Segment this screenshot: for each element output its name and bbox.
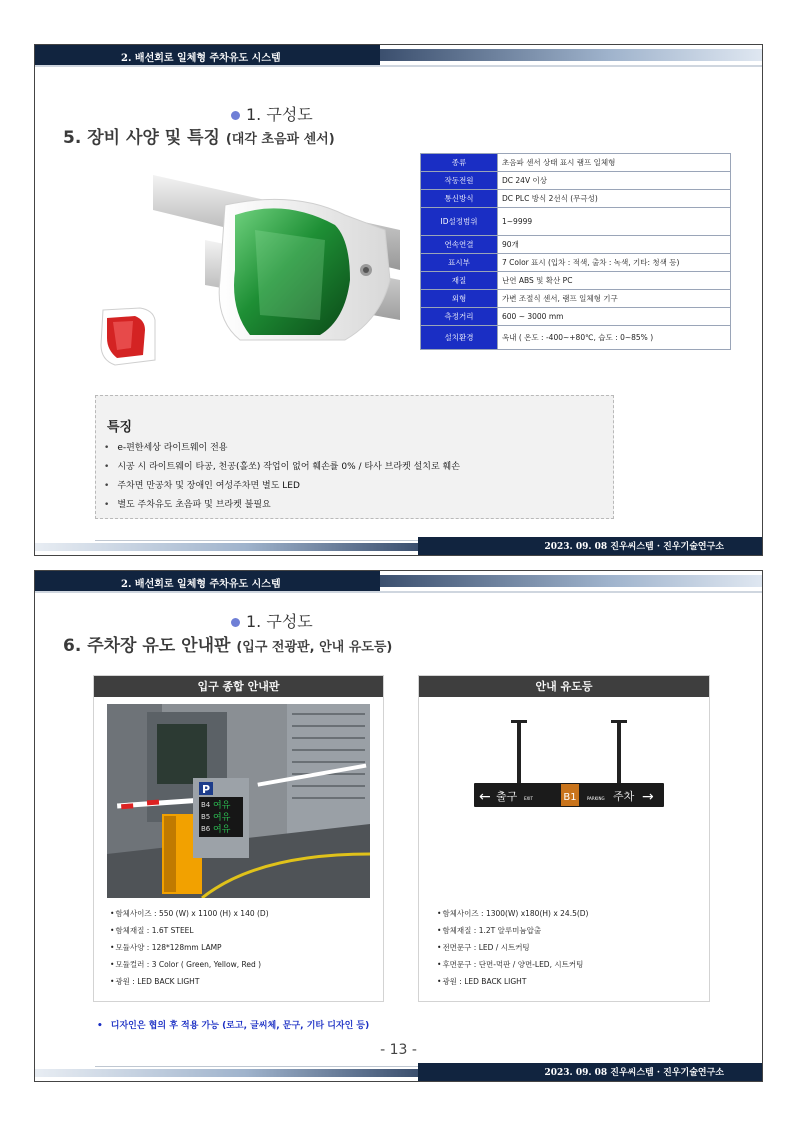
spec-line: • 모듈컬러 : 3 Color ( Green, Yellow, Red ) — [110, 959, 269, 976]
spec-row — [421, 172, 731, 190]
spec-key: 표시부 — [421, 254, 498, 272]
design-note: • 디자인은 협의 후 적용 가능 (로고, 글씨체, 문구, 기타 디자인 등) — [97, 1018, 369, 1031]
spec-row — [421, 236, 731, 254]
feature-item: • 시공 시 라이트웨이 타공, 천공(홀쏘) 작업이 없어 훼손률 0% / 타사 브라켓 설치로 훼손 — [104, 459, 460, 478]
spec-row — [421, 272, 731, 290]
footer-text: 2023. 09. 08 진우씨스템 · 진우기술연구소 — [544, 542, 724, 552]
features-title: 특징 — [107, 420, 133, 435]
spec-line: • 후면문구 : 단면-먹판 / 양면-LED, 시트커팅 — [437, 959, 588, 976]
spec-line: • 모듈사양 : 128*128mm LAMP — [110, 942, 269, 959]
features-box — [95, 395, 614, 519]
footer-text: 2023. 09. 08 진우씨스템 · 진우기술연구소 — [544, 1068, 724, 1078]
spec-line: • 광원 : LED BACK LIGHT — [110, 976, 269, 993]
spec-line: • 광원 : LED BACK LIGHT — [437, 976, 588, 993]
spec-line: • 함체사이즈 : 1300(W) x180(H) x 24.5(D) — [437, 908, 588, 925]
slide-footer — [35, 529, 762, 555]
level-status: 여유 — [213, 813, 231, 823]
spec-value: 가변 조절식 센서, 램프 일체형 기구 — [498, 290, 731, 308]
parking-label: 주차 — [613, 790, 635, 803]
spec-line: • 함체사이즈 : 550 (W) x 1100 (H) x 140 (D) — [110, 908, 269, 925]
spec-row — [421, 190, 731, 208]
guide-light-panel — [418, 675, 710, 1002]
spec-value: 600 ~ 3000 mm — [498, 308, 731, 326]
level-label: B6 — [201, 825, 211, 833]
entrance-board-panel — [93, 675, 384, 1002]
spec-value: 1~9999 — [498, 208, 731, 236]
level-status: 여유 — [213, 825, 231, 835]
spec-row — [421, 290, 731, 308]
spec-row — [421, 154, 731, 172]
spec-value: 90개 — [498, 236, 731, 254]
spec-row — [421, 308, 731, 326]
spec-value: DC 24V 이상 — [498, 172, 731, 190]
spec-key: 측정거리 — [421, 308, 498, 326]
spec-value: 난연 ABS 및 확산 PC — [498, 272, 731, 290]
section-subtitle: 1. 구성도 — [231, 102, 313, 125]
spec-key: 작동전원 — [421, 172, 498, 190]
spec-row — [421, 326, 731, 350]
parking-en-label: PARKING — [587, 796, 605, 801]
exit-en-label: EXIT — [524, 796, 533, 801]
spec-line: • 함체재질 : 1.2T 알루미늄압출 — [437, 925, 588, 942]
spec-value: 초음파 센서 상태 표시 램프 일체형 — [498, 154, 731, 172]
bullet-dot-icon — [231, 111, 240, 120]
level-status: 여유 — [213, 801, 231, 811]
spec-key: 연속연결 — [421, 236, 498, 254]
panel-heading: 안내 유도등 — [419, 676, 709, 697]
spec-key: 외형 — [421, 290, 498, 308]
feature-item: • e-편한세상 라이트웨이 전용 — [104, 440, 460, 459]
page-title: 5. 장비 사양 및 특징 (대각 초음파 센서) — [63, 128, 335, 148]
slide-header — [35, 571, 762, 593]
spec-value: DC PLC 방식 2선식 (무극성) — [498, 190, 731, 208]
entrance-board-photo — [107, 704, 370, 898]
spec-row — [421, 208, 731, 236]
guide-light-sign-image — [469, 720, 669, 820]
left-arrow-icon: ← — [479, 789, 491, 805]
exit-label: 출구 — [496, 790, 518, 803]
spec-value: 옥내 ( 온도 : -400~+80℃, 습도 : 0~85% ) — [498, 326, 731, 350]
page-title: 6. 주차장 유도 안내판 (입구 전광판, 안내 유도등) — [63, 636, 393, 656]
spec-table — [420, 153, 731, 350]
spec-value: 7 Color 표시 (입차 : 적색, 출차 : 녹색, 기타: 청색 등) — [498, 254, 731, 272]
level-sign: B1 — [563, 792, 577, 803]
spec-row — [421, 254, 731, 272]
feature-item: • 주차면 만공차 및 장애인 여성주차면 별도 LED — [104, 478, 460, 497]
spec-key: 재질 — [421, 272, 498, 290]
spec-line: • 함체재질 : 1.6T STEEL — [110, 925, 269, 942]
slide-footer — [35, 1055, 762, 1081]
spec-key: ID설정범위 — [421, 208, 498, 236]
level-label: B4 — [201, 801, 211, 809]
header-title: 2. 배선회로 일체형 주차유도 시스템 — [121, 53, 281, 64]
spec-key: 종류 — [421, 154, 498, 172]
header-title: 2. 배선회로 일체형 주차유도 시스템 — [121, 579, 281, 590]
section-subtitle: 1. 구성도 — [231, 609, 313, 632]
feature-item: • 별도 주차유도 초음파 및 브라켓 불필요 — [104, 497, 460, 516]
spec-key: 통신방식 — [421, 190, 498, 208]
level-label: B5 — [201, 813, 211, 821]
spec-key: 설치환경 — [421, 326, 498, 350]
ultrasonic-sensor-image — [95, 170, 400, 375]
slide-equipment-spec — [34, 44, 763, 556]
parking-letter: P — [201, 783, 211, 796]
spec-line: • 전면문구 : LED / 시트커팅 — [437, 942, 588, 959]
page-number: - 13 - — [380, 1042, 417, 1058]
right-arrow-icon: → — [642, 789, 654, 805]
slide-header — [35, 45, 762, 67]
slide-guide-signs — [34, 570, 763, 1082]
panel-heading: 입구 종합 안내판 — [94, 676, 383, 697]
bullet-dot-icon — [231, 618, 240, 627]
